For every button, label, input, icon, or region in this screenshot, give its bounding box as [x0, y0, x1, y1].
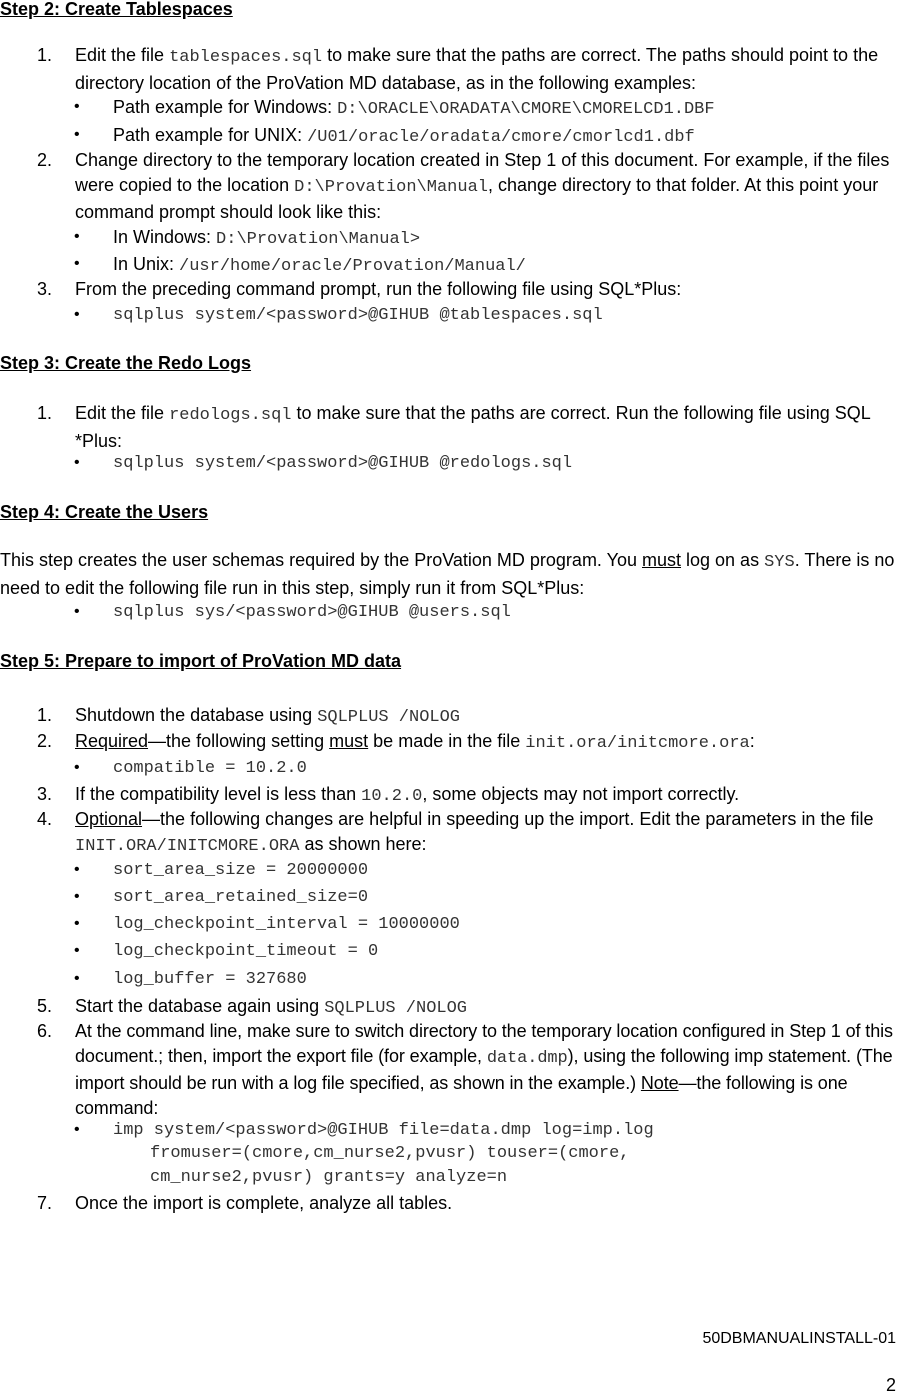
setting-line: log_buffer = 327680 [113, 970, 307, 989]
list-number: 5. [37, 996, 53, 1016]
list-number: 3. [37, 279, 53, 299]
step2-heading: Step 2: Create Tablespaces [0, 0, 233, 19]
bullet-icon: • [74, 759, 80, 776]
setting-line: log_checkpoint_timeout = 0 [113, 942, 379, 961]
list-item: Path example for Windows: D:\ORACLE\ORADATA\CMORE\CMORELCD1.DBF [113, 97, 715, 119]
list-number: 1. [37, 705, 53, 725]
step5-item2: Required—the following setting must be made in the file init.ora/initcmore.ora: [75, 731, 755, 753]
list-item: Path example for UNIX: /U01/oracle/oradata/cmore/cmorlcd1.dbf [113, 125, 695, 147]
step2-item1: Edit the file tablespaces.sql to make sure that the paths are correct. The paths should point to the directory location of the ProVation MD database, as in the following examples: [75, 45, 879, 93]
bullet-icon: • [74, 861, 80, 878]
step5-item7: Once the import is complete, analyze all tables. [75, 1193, 453, 1213]
list-number: 2. [37, 731, 53, 751]
setting-line: sort_area_size = 20000000 [113, 861, 369, 880]
list-number: 2. [37, 150, 53, 170]
filename: tablespaces.sql [169, 48, 323, 67]
command-line: sqlplus system/<password>@GIHUB @tablespaces.sql [113, 306, 603, 325]
command-line: sqlplus sys/<password>@GIHUB @users.sql [113, 603, 511, 622]
step3-item1: Edit the file redologs.sql to make sure that the paths are correct. Run the following file using SQL *Plus: [75, 403, 871, 451]
command-line-continued: fromuser=(cmore,cm_nurse2,pvusr) touser=(cmore, [150, 1144, 630, 1163]
bullet-icon: • [74, 915, 80, 932]
step3-heading: Step 3: Create the Redo Logs [0, 353, 252, 373]
command-line: sqlplus system/<password>@GIHUB @redologs.sql [113, 454, 573, 473]
step2-item2: Change directory to the temporary location created in Step 1 of this document. For example, if the files were copied to the location D:\Provation\Manual, change directory to that folder. At this point your command prompt should look like this: [75, 150, 890, 222]
list-number: 7. [37, 1193, 53, 1213]
bullet-icon: • [74, 942, 80, 959]
filename: redologs.sql [169, 406, 292, 425]
list-number: 1. [37, 403, 53, 423]
step5-item3: If the compatibility level is less than 10.2.0, some objects may not import correctly. [75, 784, 740, 806]
list-number: 1. [37, 45, 53, 65]
bullet-icon: • [74, 255, 80, 272]
bullet-icon: • [74, 603, 80, 620]
bullet-icon: • [74, 888, 80, 905]
list-item: In Windows: D:\Provation\Manual> [113, 227, 421, 249]
bullet-icon: • [74, 306, 80, 323]
step5-item6: At the command line, make sure to switch directory to the temporary location configured in Step 1 of this document.; then, import the export file (for example, data.dmp), using the following imp statement. (The import should be run with a log file specified, as shown in the example.) Note—the following is one command: [75, 1021, 893, 1118]
list-item: In Unix: /usr/home/oracle/Provation/Manual/ [113, 254, 526, 276]
command-line-continued: cm_nurse2,pvusr) grants=y analyze=n [150, 1168, 508, 1187]
step5-heading: Step 5: Prepare to import of ProVation MD data [0, 651, 402, 671]
bullet-icon: • [74, 126, 80, 143]
document-id: 50DBMANUALINSTALL-01 [702, 1330, 896, 1347]
step4-heading: Step 4: Create the Users [0, 502, 209, 522]
command-line: imp system/<password>@GIHUB file=data.dmp log=imp.log [113, 1121, 654, 1140]
setting-line: compatible = 10.2.0 [113, 759, 307, 778]
step5-item1: Shutdown the database using SQLPLUS /NOLOG [75, 705, 461, 727]
step2-item3: From the preceding command prompt, run the following file using SQL*Plus: [75, 279, 682, 299]
bullet-icon: • [74, 98, 80, 115]
list-number: 6. [37, 1021, 53, 1041]
bullet-icon: • [74, 1121, 80, 1138]
setting-line: sort_area_retained_size=0 [113, 888, 369, 907]
bullet-icon: • [74, 228, 80, 245]
page-number: 2 [885, 1375, 896, 1395]
list-number: 3. [37, 784, 53, 804]
bullet-icon: • [74, 454, 80, 471]
step5-item4: Optional—the following changes are helpful in speeding up the import. Edit the parameters in the file INIT.ORA/INITCMORE.ORA as shown here: [75, 809, 874, 856]
bullet-icon: • [74, 970, 80, 987]
step4-paragraph: This step creates the user schemas required by the ProVation MD program. You must log on as SYS. There is no need to edit the following file run in this step, simply run it from SQL*Plus: [0, 550, 895, 598]
list-number: 4. [37, 809, 53, 829]
step5-item5: Start the database again using SQLPLUS /NOLOG [75, 996, 468, 1018]
setting-line: log_checkpoint_interval = 10000000 [113, 915, 460, 934]
